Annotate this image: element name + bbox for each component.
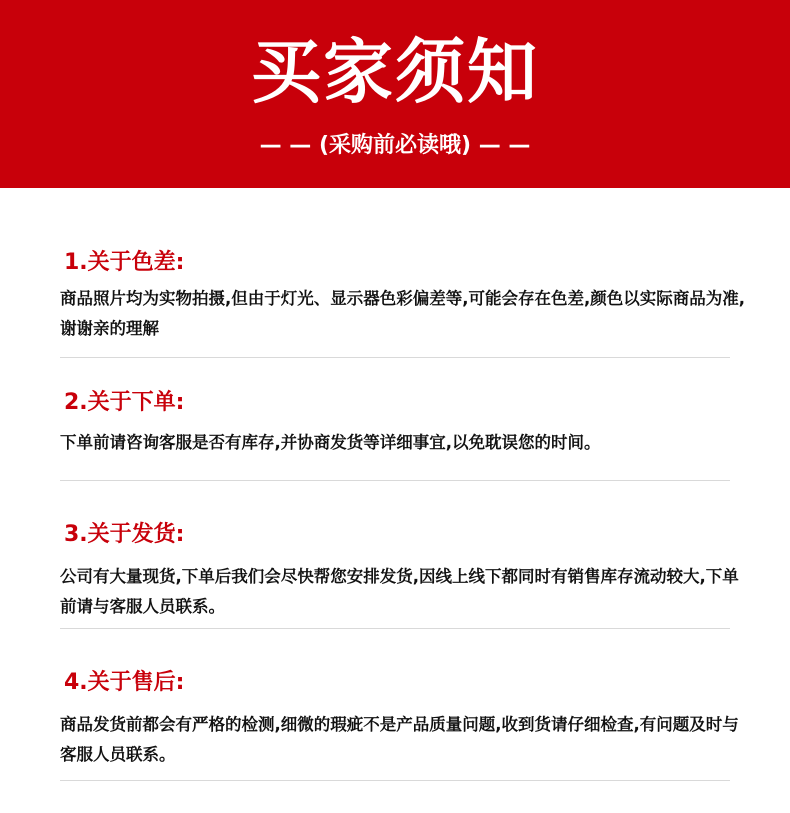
section-heading-after-sales: 4.关于售后: xyxy=(64,670,185,695)
header-banner xyxy=(0,0,790,188)
divider xyxy=(60,780,730,781)
page-subtitle: — — (采购前必读哦) — — xyxy=(259,133,531,158)
divider xyxy=(60,480,730,481)
page-title: 买家须知 xyxy=(251,31,539,113)
section-body-after-sales: 商品发货前都会有严格的检测,细微的瑕疵不是产品质量问题,收到货请仔细检查,有问题及时与客服人员联系。 xyxy=(60,715,739,764)
section-body-color-difference: 商品照片均为实物拍摄,但由于灯光、显示器色彩偏差等,可能会存在色差,颜色以实际商品为准,谢谢亲的理解 xyxy=(60,289,746,338)
section-heading-shipping: 3.关于发货: xyxy=(64,522,185,547)
section-body-ordering: 下单前请咨询客服是否有库存,并协商发货等详细事宜,以免耽误您的时间。 xyxy=(60,433,601,452)
section-heading-ordering: 2.关于下单: xyxy=(64,390,185,415)
section-heading-color-difference: 1.关于色差: xyxy=(64,250,185,275)
section-body-shipping: 公司有大量现货,下单后我们会尽快帮您安排发货,因线上线下都同时有销售库存流动较大,下单前请与客服人员联系。 xyxy=(60,567,739,616)
divider xyxy=(60,628,730,629)
divider xyxy=(60,357,730,358)
